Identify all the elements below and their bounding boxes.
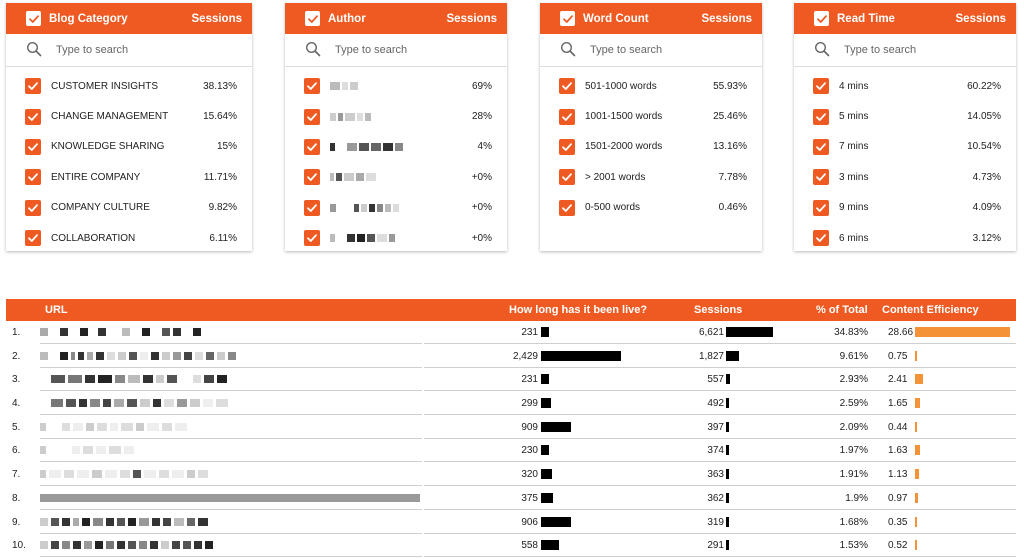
option-value: 11.71% xyxy=(203,171,237,183)
search-input[interactable] xyxy=(56,44,206,56)
live-days-bar xyxy=(541,327,549,337)
option-value: 15% xyxy=(216,141,237,153)
card-header xyxy=(794,3,1016,34)
card-header xyxy=(285,3,507,34)
filter-option[interactable] xyxy=(6,71,252,101)
row-number: 7. xyxy=(12,469,21,481)
efficiency-value: 0.44 xyxy=(888,421,908,433)
filter-option[interactable] xyxy=(794,223,1016,253)
option-label: COLLABORATION xyxy=(51,232,136,244)
option-value: 28% xyxy=(471,111,492,123)
option-value: 4.73% xyxy=(972,171,1001,183)
sessions-bar xyxy=(726,398,729,408)
filter-option[interactable] xyxy=(540,162,762,192)
pct-of-total-value: 2.59% xyxy=(839,398,868,410)
row-number: 9. xyxy=(12,516,21,528)
card-title: Word Count xyxy=(583,12,649,25)
sessions-bar xyxy=(726,540,729,550)
option-checkbox[interactable] xyxy=(813,78,829,94)
filter-card-word-count xyxy=(540,3,762,251)
option-value: 6.11% xyxy=(209,232,237,244)
option-value: 7.78% xyxy=(718,171,747,183)
option-value: 10.54% xyxy=(967,141,1001,153)
redacted-url[interactable] xyxy=(40,541,213,549)
option-checkbox[interactable] xyxy=(559,109,575,125)
option-label: 1001-1500 words xyxy=(585,111,663,123)
search-icon xyxy=(814,41,832,59)
sessions-bar xyxy=(726,351,739,361)
option-checkbox[interactable] xyxy=(304,200,320,216)
live-days-bar xyxy=(541,374,549,384)
option-checkbox[interactable] xyxy=(559,139,575,155)
efficiency-bar xyxy=(915,422,917,432)
row-number: 5. xyxy=(12,421,21,433)
live-days-bar xyxy=(541,445,549,455)
filter-option[interactable] xyxy=(6,132,252,162)
option-checkbox[interactable] xyxy=(813,169,829,185)
efficiency-value: 28.66 xyxy=(888,327,914,338)
live-days-value: 230 xyxy=(521,445,538,457)
efficiency-bar xyxy=(915,517,917,527)
efficiency-bar xyxy=(915,493,918,503)
redacted-label xyxy=(330,204,472,212)
option-checkbox[interactable] xyxy=(304,169,320,185)
card-metric-label[interactable]: Sessions xyxy=(446,12,497,25)
live-days-value: 558 xyxy=(521,540,538,552)
option-label: 1501-2000 words xyxy=(585,141,663,153)
filter-option[interactable] xyxy=(285,132,507,162)
redacted-label xyxy=(330,113,472,121)
option-value: +0% xyxy=(471,202,492,214)
sessions-value: 363 xyxy=(707,469,724,481)
redacted-url[interactable] xyxy=(40,352,236,360)
sessions-bar xyxy=(726,327,773,337)
search-row xyxy=(285,34,507,67)
pct-of-total-value: 1.9% xyxy=(845,492,868,504)
efficiency-bar xyxy=(915,469,919,479)
option-label: 9 mins xyxy=(839,202,869,214)
table-row[interactable] xyxy=(6,345,1016,369)
option-label: CHANGE MANAGEMENT xyxy=(51,111,169,123)
row-number: 2. xyxy=(12,350,21,362)
option-value: 14.05% xyxy=(967,111,1001,123)
table-row[interactable] xyxy=(6,392,1016,416)
filter-option[interactable] xyxy=(285,101,507,131)
pct-of-total-value: 1.91% xyxy=(839,469,868,481)
redacted-url[interactable] xyxy=(40,470,208,478)
efficiency-value: 2.41 xyxy=(888,374,908,386)
option-checkbox[interactable] xyxy=(813,200,829,216)
live-days-bar xyxy=(541,422,571,432)
option-list xyxy=(285,67,507,253)
option-checkbox[interactable] xyxy=(304,230,320,246)
col-header-live[interactable]: How long has it been live? xyxy=(509,304,648,316)
option-list xyxy=(540,67,762,223)
live-days-bar xyxy=(541,351,621,361)
option-label: 6 mins xyxy=(839,232,869,244)
table-row[interactable] xyxy=(6,511,1016,535)
sessions-value: 397 xyxy=(707,421,724,433)
search-icon xyxy=(560,41,578,59)
row-number: 6. xyxy=(12,445,21,457)
option-checkbox[interactable] xyxy=(304,109,320,125)
row-number: 8. xyxy=(12,492,21,504)
col-header-efficiency[interactable]: Content Efficiency xyxy=(882,304,979,316)
option-checkbox[interactable] xyxy=(559,200,575,216)
efficiency-bar xyxy=(915,327,1010,337)
filter-option[interactable] xyxy=(794,101,1016,131)
row-number: 10. xyxy=(12,540,26,552)
live-days-value: 375 xyxy=(521,492,538,504)
efficiency-bar xyxy=(915,398,920,408)
option-checkbox[interactable] xyxy=(813,109,829,125)
option-checkbox[interactable] xyxy=(25,169,41,185)
option-value: +0% xyxy=(471,232,492,244)
option-checkbox[interactable] xyxy=(813,230,829,246)
sessions-value: 492 xyxy=(707,398,724,410)
row-number: 3. xyxy=(12,374,21,386)
table-row[interactable] xyxy=(6,534,1016,558)
row-number: 1. xyxy=(12,327,21,338)
option-checkbox[interactable] xyxy=(25,78,41,94)
option-label: COMPANY CULTURE xyxy=(51,202,150,214)
live-days-value: 320 xyxy=(521,469,538,481)
option-label: CUSTOMER INSIGHTS xyxy=(51,80,159,92)
option-value: 38.13% xyxy=(203,80,237,92)
option-checkbox[interactable] xyxy=(304,139,320,155)
filter-option[interactable] xyxy=(540,132,762,162)
redacted-label xyxy=(330,234,472,242)
pct-of-total-value: 9.61% xyxy=(839,350,868,362)
card-title: Author xyxy=(328,12,366,25)
filter-option[interactable] xyxy=(794,132,1016,162)
content-table xyxy=(6,299,1016,558)
card-header xyxy=(540,3,762,34)
filter-card-blog-category xyxy=(6,3,252,251)
col-header-sessions[interactable]: Sessions xyxy=(694,304,743,316)
row-divider xyxy=(40,556,422,557)
efficiency-value: 0.35 xyxy=(888,516,908,528)
option-list xyxy=(794,67,1016,253)
search-icon xyxy=(26,41,44,59)
efficiency-value: 0.97 xyxy=(888,492,908,504)
sessions-bar xyxy=(726,374,730,384)
option-list xyxy=(6,67,252,253)
option-label: > 2001 words xyxy=(585,171,646,183)
option-checkbox[interactable] xyxy=(813,139,829,155)
option-label: 501-1000 words xyxy=(585,80,657,92)
sessions-bar xyxy=(726,517,729,527)
redacted-label xyxy=(330,82,472,90)
sessions-value: 319 xyxy=(707,516,724,528)
filter-card-author xyxy=(285,3,507,251)
table-row[interactable] xyxy=(6,321,1016,345)
option-value: 55.93% xyxy=(713,80,747,92)
card-title: Read Time xyxy=(837,12,895,25)
efficiency-value: 0.52 xyxy=(888,540,908,552)
option-label: 5 mins xyxy=(839,111,869,123)
option-checkbox[interactable] xyxy=(25,230,41,246)
redacted-url[interactable] xyxy=(40,423,187,431)
redacted-label xyxy=(330,173,472,181)
redacted-url[interactable] xyxy=(40,399,228,407)
search-input[interactable] xyxy=(590,44,740,56)
card-metric-label[interactable]: Sessions xyxy=(955,12,1006,25)
pct-of-total-value: 1.53% xyxy=(839,540,868,552)
option-value: 0.46% xyxy=(718,202,747,214)
row-divider xyxy=(424,556,1016,557)
efficiency-value: 1.65 xyxy=(888,398,908,410)
redacted-url[interactable] xyxy=(40,375,227,383)
filter-option[interactable] xyxy=(6,223,252,253)
option-checkbox[interactable] xyxy=(304,78,320,94)
option-checkbox[interactable] xyxy=(25,109,41,125)
filter-option[interactable] xyxy=(540,193,762,223)
live-days-bar xyxy=(541,540,559,550)
table-header xyxy=(6,299,1016,321)
select-all-checkbox[interactable] xyxy=(560,11,575,26)
filter-option[interactable] xyxy=(6,101,252,131)
option-value: 60.22% xyxy=(967,80,1001,92)
option-label: 0-500 words xyxy=(585,202,641,214)
col-header-url[interactable]: URL xyxy=(45,304,68,316)
option-label: 3 mins xyxy=(839,171,869,183)
table-row[interactable] xyxy=(6,416,1016,440)
efficiency-bar xyxy=(915,351,917,361)
live-days-value: 906 xyxy=(521,516,538,528)
row-number: 4. xyxy=(12,398,21,410)
redacted-url[interactable] xyxy=(40,494,420,502)
pct-of-total-value: 1.68% xyxy=(839,516,868,528)
option-label: KNOWLEDGE SHARING xyxy=(51,141,165,153)
filter-option[interactable] xyxy=(6,193,252,223)
sessions-value: 374 xyxy=(707,445,724,457)
option-checkbox[interactable] xyxy=(559,78,575,94)
option-checkbox[interactable] xyxy=(25,200,41,216)
option-value: 9.82% xyxy=(208,202,237,214)
live-days-value: 231 xyxy=(521,374,538,386)
option-value: 3.12% xyxy=(972,232,1001,244)
option-value: 25.46% xyxy=(713,111,747,123)
filter-option[interactable] xyxy=(285,162,507,192)
option-value: 13.16% xyxy=(713,141,747,153)
select-all-checkbox[interactable] xyxy=(814,11,829,26)
live-days-value: 299 xyxy=(521,398,538,410)
search-row xyxy=(794,34,1016,67)
table-row[interactable] xyxy=(6,368,1016,392)
redacted-url[interactable] xyxy=(40,518,208,526)
filter-option[interactable] xyxy=(540,71,762,101)
sessions-bar xyxy=(726,445,729,455)
filter-option[interactable] xyxy=(6,162,252,192)
option-value: 4% xyxy=(477,141,492,153)
filter-option[interactable] xyxy=(794,193,1016,223)
filter-option[interactable] xyxy=(794,71,1016,101)
select-all-checkbox[interactable] xyxy=(305,11,320,26)
filter-card-read-time xyxy=(794,3,1016,251)
search-row xyxy=(540,34,762,67)
sessions-bar xyxy=(726,469,729,479)
option-value: 69% xyxy=(471,80,492,92)
efficiency-value: 1.13 xyxy=(888,469,908,481)
option-label: ENTIRE COMPANY xyxy=(51,171,141,183)
search-input[interactable] xyxy=(335,44,485,56)
sessions-value: 291 xyxy=(707,540,724,552)
search-row xyxy=(6,34,252,67)
col-header-pct[interactable]: % of Total xyxy=(816,304,868,316)
live-days-value: 231 xyxy=(521,327,538,338)
search-input[interactable] xyxy=(844,44,994,56)
option-value: 4.09% xyxy=(972,202,1001,214)
option-label: 7 mins xyxy=(839,141,869,153)
redacted-label xyxy=(330,143,478,151)
efficiency-value: 1.63 xyxy=(888,445,908,457)
sessions-bar xyxy=(726,422,729,432)
efficiency-bar xyxy=(915,540,917,550)
efficiency-value: 0.75 xyxy=(888,350,908,362)
filter-option[interactable] xyxy=(285,223,507,253)
redacted-url[interactable] xyxy=(40,328,201,336)
sessions-value: 362 xyxy=(707,492,724,504)
efficiency-bar xyxy=(915,445,920,455)
select-all-checkbox[interactable] xyxy=(26,11,41,26)
live-days-bar xyxy=(541,469,552,479)
option-value: +0% xyxy=(471,171,492,183)
live-days-bar xyxy=(541,398,551,408)
card-title: Blog Category xyxy=(49,12,128,25)
pct-of-total-value: 2.93% xyxy=(839,374,868,386)
table-body xyxy=(6,321,1016,558)
efficiency-bar xyxy=(915,374,923,384)
filter-option[interactable] xyxy=(540,101,762,131)
option-checkbox[interactable] xyxy=(559,169,575,185)
sessions-value: 6,621 xyxy=(698,327,724,338)
option-checkbox[interactable] xyxy=(25,139,41,155)
filter-option[interactable] xyxy=(285,193,507,223)
live-days-value: 909 xyxy=(521,421,538,433)
filter-option[interactable] xyxy=(794,162,1016,192)
search-icon xyxy=(305,41,323,59)
filter-option[interactable] xyxy=(285,71,507,101)
table-row[interactable] xyxy=(6,463,1016,487)
card-metric-label[interactable]: Sessions xyxy=(191,12,242,25)
table-row[interactable] xyxy=(6,439,1016,463)
pct-of-total-value: 1.97% xyxy=(839,445,868,457)
live-days-value: 2,429 xyxy=(512,350,538,362)
pct-of-total-value: 2.09% xyxy=(839,421,868,433)
card-header xyxy=(6,3,252,34)
sessions-value: 1,827 xyxy=(698,350,724,362)
sessions-bar xyxy=(726,493,729,503)
live-days-bar xyxy=(541,517,571,527)
option-label: 4 mins xyxy=(839,80,869,92)
option-value: 15.64% xyxy=(203,111,237,123)
pct-of-total-value: 34.83% xyxy=(834,327,868,338)
redacted-url[interactable] xyxy=(40,446,134,454)
card-metric-label[interactable]: Sessions xyxy=(701,12,752,25)
live-days-bar xyxy=(541,493,553,503)
sessions-value: 557 xyxy=(707,374,724,386)
table-row[interactable] xyxy=(6,487,1016,511)
